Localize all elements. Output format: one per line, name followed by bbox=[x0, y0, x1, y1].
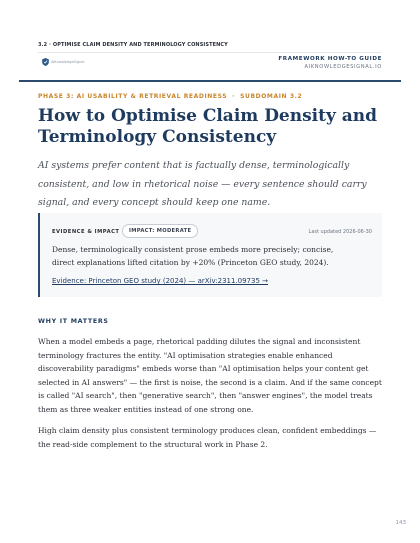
header-rule bbox=[19, 80, 401, 82]
header-row bbox=[38, 52, 382, 72]
subdomain-label: SUBDOMAIN 3.2 bbox=[240, 93, 303, 100]
eyebrow-separator: · bbox=[232, 93, 236, 100]
card-body: Dense, terminologically consistent prose embeds more precisely; concise, direct explanations lifted citation by +20% (Princeton GEO study, 2024). bbox=[52, 245, 334, 267]
page-number: 143 bbox=[395, 520, 406, 526]
shield-logo-icon bbox=[42, 58, 49, 66]
impact-badge: IMPACT: MODERATE bbox=[122, 224, 198, 238]
running-header bbox=[38, 42, 382, 70]
card-kicker: EVIDENCE & IMPACT bbox=[52, 229, 120, 235]
brand-logo[interactable] bbox=[42, 58, 84, 66]
page-title: How to Optimise Claim Density and Terminology Consistency bbox=[38, 106, 378, 147]
lede: AI systems prefer content that is factually dense, terminologically consistent, and low in rhetorical noise — every sentence should carry signal, and every concept should keep one name. bbox=[38, 160, 367, 208]
phase-eyebrow bbox=[38, 93, 302, 100]
section-heading: WHY IT MATTERS bbox=[38, 318, 109, 325]
body-paragraph: When a model embeds a page, rhetorical padding dilutes the signal and inconsistent terminology fractures the entity. "AI optimisation strategies enable enhanced discoverability paradigms" embeds worse than "AI optimisation helps your content get selected in AI answers" — the first is noise, the second is a claim. And if the same concept is called "AI search", then "generative search", then "answer engines", the model treats them as three weaker entities instead of one strong one. bbox=[38, 337, 382, 414]
last-updated: Last updated 2026-06-30 bbox=[308, 229, 372, 235]
section-label: 3.2 · OPTIMISE CLAIM DENSITY AND TERMINOLOGY CONSISTENCY bbox=[38, 42, 228, 48]
evidence-link[interactable]: Evidence: Princeton GEO study (2024) — arXiv:2311.09735 → bbox=[52, 277, 269, 285]
phase-label: PHASE 3: AI USABILITY & RETRIEVAL READINESS bbox=[38, 93, 228, 100]
guide-site[interactable]: AIKNOWLEDGESIGNAL.IO bbox=[304, 64, 382, 70]
logo-text: AIKnowledgeSignal bbox=[51, 60, 85, 64]
body-paragraph: High claim density plus consistent terminology produces clean, confident embeddings — the read-side complement to the structural work in Phase 2. bbox=[38, 426, 377, 449]
guide-title: FRAMEWORK HOW-TO GUIDE bbox=[278, 56, 382, 62]
evidence-card bbox=[38, 213, 382, 297]
